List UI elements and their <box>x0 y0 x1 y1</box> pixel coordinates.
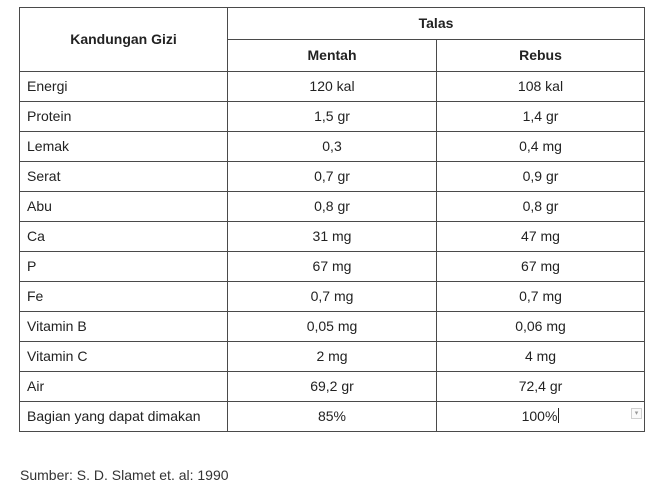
text-cursor <box>558 408 559 423</box>
rebus-value-active[interactable] <box>437 402 645 432</box>
row-label[interactable]: Fe <box>20 282 228 312</box>
mentah-value[interactable]: 0,05 mg <box>228 312 437 342</box>
row-label[interactable]: Vitamin C <box>20 342 228 372</box>
source-note: Sumber: S. D. Slamet et. al: 1990 <box>20 467 229 483</box>
mentah-value[interactable]: 69,2 gr <box>228 372 437 402</box>
table-row <box>20 402 645 432</box>
table-row <box>20 132 645 162</box>
mentah-value[interactable]: 120 kal <box>228 72 437 102</box>
mentah-value[interactable]: 0,3 <box>228 132 437 162</box>
row-label[interactable]: Abu <box>20 192 228 222</box>
chevron-down-icon[interactable]: ▾ <box>631 408 642 419</box>
header-kandungan-gizi: Kandungan Gizi <box>20 8 228 72</box>
table-row <box>20 282 645 312</box>
rebus-value[interactable]: 0,7 mg <box>437 282 645 312</box>
rebus-value[interactable]: 0,4 mg <box>437 132 645 162</box>
mentah-value[interactable]: 1,5 gr <box>228 102 437 132</box>
table-row <box>20 372 645 402</box>
mentah-value[interactable]: 2 mg <box>228 342 437 372</box>
rebus-value-text: 100% <box>521 408 558 425</box>
table-row <box>20 342 645 372</box>
rebus-value[interactable]: 47 mg <box>437 222 645 252</box>
mentah-value[interactable]: 0,7 gr <box>228 162 437 192</box>
nutrition-table <box>19 7 645 432</box>
row-label[interactable]: Serat <box>20 162 228 192</box>
row-label[interactable]: Vitamin B <box>20 312 228 342</box>
row-label[interactable]: Bagian yang dapat dimakan <box>20 402 228 432</box>
row-label[interactable]: Lemak <box>20 132 228 162</box>
mentah-value[interactable]: 67 mg <box>228 252 437 282</box>
rebus-value[interactable]: 4 mg <box>437 342 645 372</box>
header-rebus: Rebus <box>437 40 645 72</box>
mentah-value[interactable]: 85% <box>228 402 437 432</box>
rebus-value[interactable]: 108 kal <box>437 72 645 102</box>
rebus-value[interactable]: 0,8 gr <box>437 192 645 222</box>
row-label[interactable]: Energi <box>20 72 228 102</box>
rebus-value[interactable]: 72,4 gr <box>437 372 645 402</box>
header-mentah: Mentah <box>228 40 437 72</box>
row-label[interactable]: P <box>20 252 228 282</box>
header-talas: Talas <box>228 8 645 40</box>
rebus-value[interactable]: 0,9 gr <box>437 162 645 192</box>
table-row <box>20 162 645 192</box>
table-row <box>20 252 645 282</box>
row-label[interactable]: Air <box>20 372 228 402</box>
table-header-row-1 <box>20 8 645 40</box>
rebus-value[interactable]: 1,4 gr <box>437 102 645 132</box>
rebus-value[interactable]: 67 mg <box>437 252 645 282</box>
table-row <box>20 312 645 342</box>
row-label[interactable]: Protein <box>20 102 228 132</box>
mentah-value[interactable]: 0,7 mg <box>228 282 437 312</box>
row-label[interactable]: Ca <box>20 222 228 252</box>
table-row <box>20 222 645 252</box>
table-row <box>20 102 645 132</box>
mentah-value[interactable]: 31 mg <box>228 222 437 252</box>
table-row <box>20 192 645 222</box>
mentah-value[interactable]: 0,8 gr <box>228 192 437 222</box>
nutrition-table-container <box>19 7 644 432</box>
rebus-value[interactable]: 0,06 mg <box>437 312 645 342</box>
table-row <box>20 72 645 102</box>
